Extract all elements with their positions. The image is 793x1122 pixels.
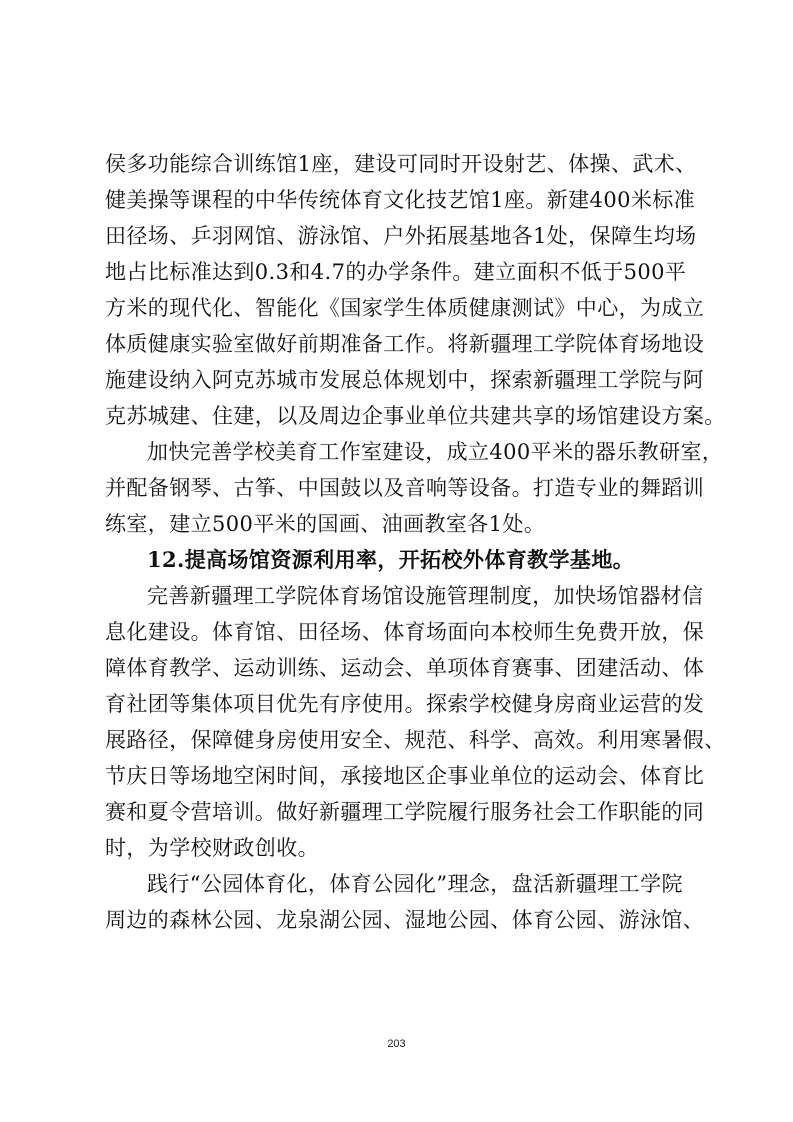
paragraph-line: 田径场、乒羽网馆、游泳馆、户外拓展基地各1处，保障生均场	[105, 224, 697, 248]
paragraph-line: 时，为学校财政创收。	[105, 836, 319, 860]
paragraph-line: 完善新疆理工学院体育场馆设施管理制度，加快场馆器材信	[147, 584, 704, 608]
paragraph-line: 障体育教学、运动训练、运动会、单项体育赛事、团建活动、体	[105, 656, 705, 680]
paragraph-line: 加快完善学校美育工作室建设，成立400平米的器乐教研室，	[147, 440, 724, 464]
paragraph-line: 周边的森林公园、龙泉湖公园、湿地公园、体育公园、游泳馆、	[105, 908, 705, 932]
paragraph-line: 地占比标准达到0.3和4.7的办学条件。建立面积不低于500平	[105, 260, 687, 284]
paragraph-line: 克苏城建、住建，以及周边企事业单位共建共享的场馆建设方案。	[105, 404, 726, 428]
section-heading: 12.提高场馆资源利用率，开拓校外体育教学基地。	[147, 547, 635, 572]
paragraph-line: 育社团等集体项目优先有序使用。探索学校健身房商业运营的发	[105, 692, 705, 716]
paragraph-line: 赛和夏令营培训。做好新疆理工学院履行服务社会工作职能的同	[105, 800, 705, 824]
page-number: 203	[387, 1038, 406, 1050]
paragraph-line: 练室，建立500平米的国画、油画教室各1处。	[105, 512, 546, 536]
paragraph-line: 并配备钢琴、古筝、中国鼓以及音响等设备。打造专业的舞蹈训	[105, 476, 705, 500]
paragraph-line: 节庆日等场地空闲时间，承接地区企事业单位的运动会、体育比	[105, 764, 705, 788]
paragraph-line: 展路径，保障健身房使用安全、规范、科学、高效。利用寒暑假、	[105, 728, 726, 752]
paragraph-line: 方米的现代化、智能化《国家学生体质健康测试》中心，为成立	[105, 296, 705, 320]
paragraph-line: 健美操等课程的中华传统体育文化技艺馆1座。新建400米标准	[105, 188, 696, 212]
paragraph-line: 息化建设。体育馆、田径场、体育场面向本校师生免费开放，保	[105, 620, 705, 644]
paragraph-line: 施建设纳入阿克苏城市发展总体规划中，探索新疆理工学院与阿	[105, 368, 705, 392]
paragraph-line: 侯多功能综合训练馆1座，建设可同时开设射艺、体操、武术、	[105, 152, 697, 176]
paragraph-line: 践行“公园体育化，体育公园化”理念，盘活新疆理工学院	[147, 872, 683, 896]
paragraph-line: 体质健康实验室做好前期准备工作。将新疆理工学院体育场地设	[105, 332, 705, 356]
